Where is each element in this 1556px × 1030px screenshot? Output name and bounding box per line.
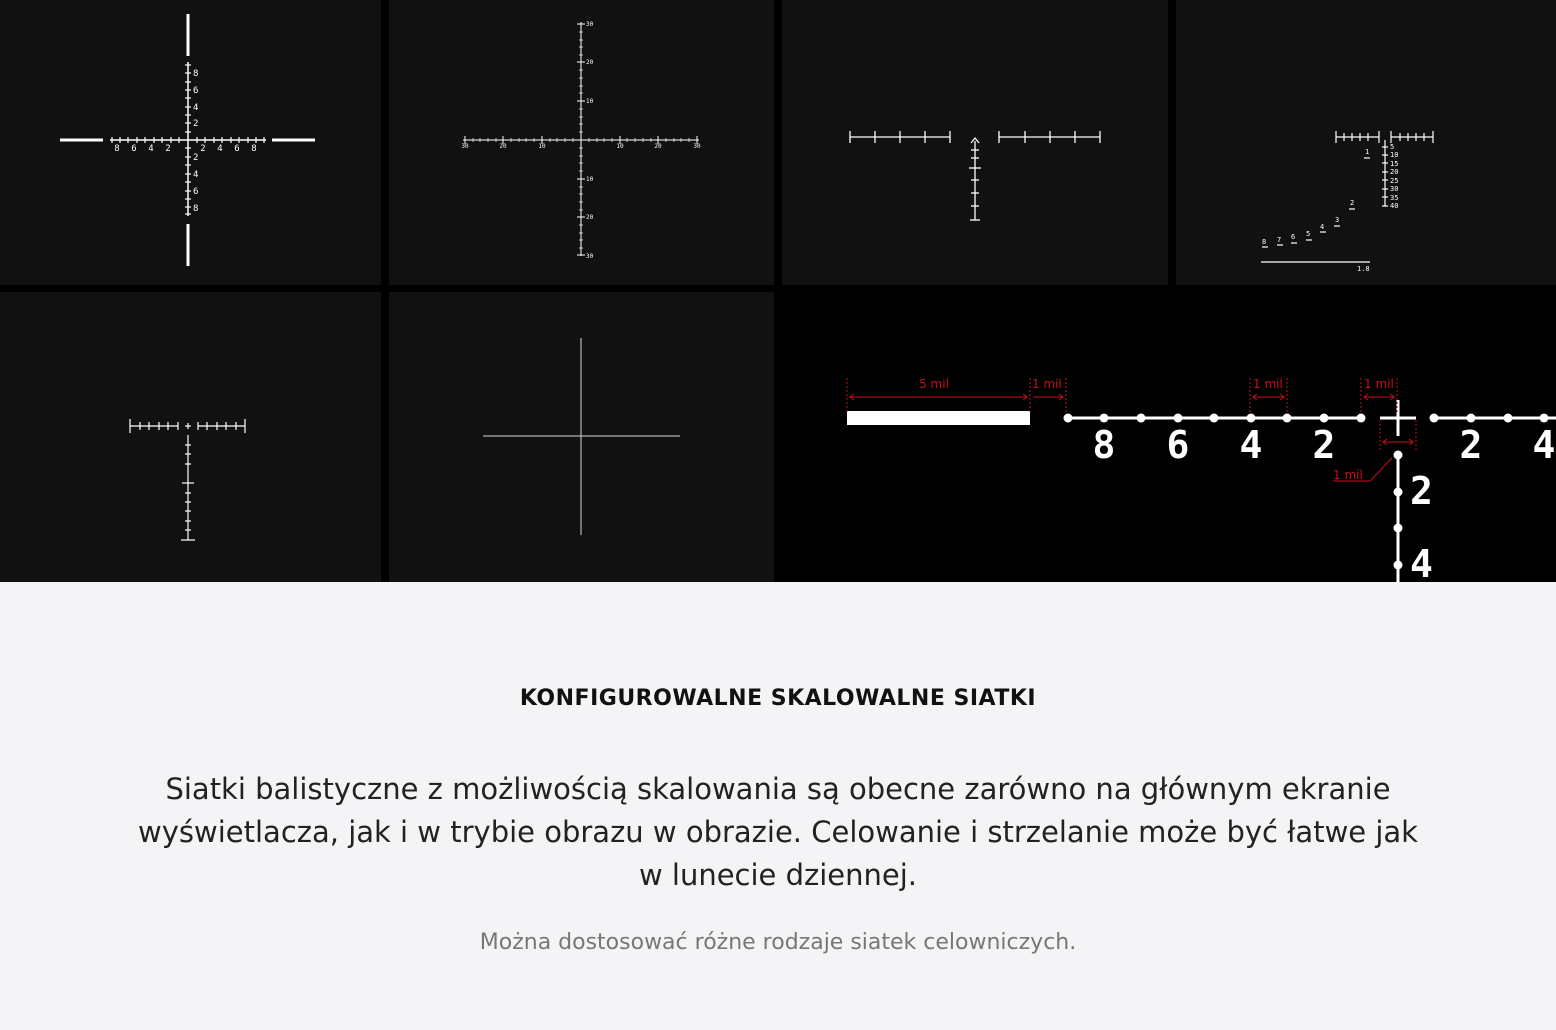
section-title: KONFIGUROWALNE SKALOWALNE SIATKI [519, 686, 1037, 711]
range-label: 5 [1390, 143, 1395, 151]
reticle-tile-fine-cross[interactable] [389, 0, 774, 285]
section-note: Można dostosować różne rodzaje siatek celowniczych. [479, 930, 1077, 955]
mil-cross-label: 8 [114, 144, 120, 154]
detail-label: 8 [1092, 423, 1116, 467]
dim-label-bar: 5 mil [919, 377, 949, 391]
dim-label-vertical: 1 mil [1333, 468, 1363, 482]
drop-label: 1 [1365, 148, 1370, 156]
drop-label: 5 [1306, 230, 1311, 238]
reticle-tile-detail-zoom[interactable] [776, 292, 1556, 582]
detail-label: 6 [1166, 423, 1190, 467]
mil-cross-label: 8 [193, 204, 199, 214]
dim-label-spacing: 1 mil [1253, 377, 1283, 391]
drop-label: 3 [1335, 216, 1340, 224]
fine-cross-label: 10 [538, 143, 546, 150]
fine-cross-label: 30 [586, 21, 594, 28]
reticle-tile-mil-cross[interactable] [0, 0, 381, 285]
fine-cross-label: 20 [586, 214, 594, 221]
mil-cross-label: 2 [193, 119, 199, 129]
range-label: 25 [1390, 177, 1399, 185]
mil-cross-label: 6 [193, 187, 199, 197]
fine-cross-label: 10 [616, 143, 624, 150]
range-label: 20 [1390, 168, 1399, 176]
fine-cross-label: 20 [499, 143, 507, 150]
dim-label-spacing: 1 mil [1364, 377, 1394, 391]
thin-crosshair-reticle-icon [389, 292, 774, 582]
fine-cross-label: 20 [654, 143, 662, 150]
detail-zoom-reticle-icon [776, 292, 1556, 582]
fine-cross-label: 30 [461, 143, 469, 150]
range-label: 40 [1390, 202, 1399, 210]
drop-label: 8 [1262, 238, 1267, 246]
mil-cross-label: 4 [217, 144, 223, 154]
range-label: 10 [1390, 151, 1399, 159]
detail-label: 4 [1532, 423, 1556, 467]
mil-cross-label: 4 [193, 170, 199, 180]
t-chevron-reticle-icon [782, 0, 1168, 285]
range-label: 15 [1390, 160, 1399, 168]
reticle-tile-ballistic-tree[interactable] [1176, 0, 1556, 285]
mil-cross-label: 2 [165, 144, 171, 154]
fine-cross-label: 30 [586, 253, 594, 260]
mil-cross-label: 2 [200, 144, 206, 154]
detail-label: 2 [1459, 423, 1483, 467]
mil-cross-label: 4 [193, 103, 199, 113]
mil-cross-label: 6 [131, 144, 137, 154]
mil-cross-label: 8 [251, 144, 257, 154]
detail-label: 2 [1312, 423, 1336, 467]
mil-cross-label: 2 [193, 153, 199, 163]
fine-cross-reticle-icon [389, 0, 774, 285]
mil-cross-label: 6 [234, 144, 240, 154]
detail-label: 4 [1410, 542, 1433, 582]
drop-label: 4 [1320, 223, 1325, 231]
mil-cross-label: 4 [148, 144, 154, 154]
fine-cross-label: 30 [693, 143, 701, 150]
mil-cross-reticle-icon [0, 0, 381, 285]
mil-cross-label: 6 [193, 86, 199, 96]
fine-cross-label: 10 [586, 98, 594, 105]
fine-cross-label: 20 [586, 59, 594, 66]
ballistic-tree-reticle-icon [1176, 0, 1556, 285]
drop-label: 7 [1277, 236, 1282, 244]
reticle-tile-t-chevron[interactable] [782, 0, 1168, 285]
section-description: Siatki balistyczne z możliwością skalowania są obecne zarówno na głównym ekranie wyświetlacza, jak i w trybie obrazu w obrazie. Celowanie i strzelanie może być łatwe jak w lunecie dziennej. [138, 772, 1418, 892]
drop-label: 2 [1350, 199, 1355, 207]
dim-label-gap: 1 mil [1032, 377, 1062, 391]
mil-cross-label: 8 [193, 69, 199, 79]
reticle-tile-thin-crosshair[interactable] [389, 292, 774, 582]
drop-label: 6 [1291, 233, 1296, 241]
range-label: 35 [1390, 194, 1399, 202]
range-value: 1.8 [1357, 265, 1370, 273]
reticle-tile-t-small[interactable] [0, 292, 381, 582]
range-label: 30 [1390, 185, 1399, 193]
info-section [0, 582, 1556, 1030]
t-small-reticle-icon [0, 292, 381, 582]
detail-label: 4 [1239, 423, 1263, 467]
fine-cross-label: 10 [586, 176, 594, 183]
detail-label: 2 [1410, 469, 1433, 513]
